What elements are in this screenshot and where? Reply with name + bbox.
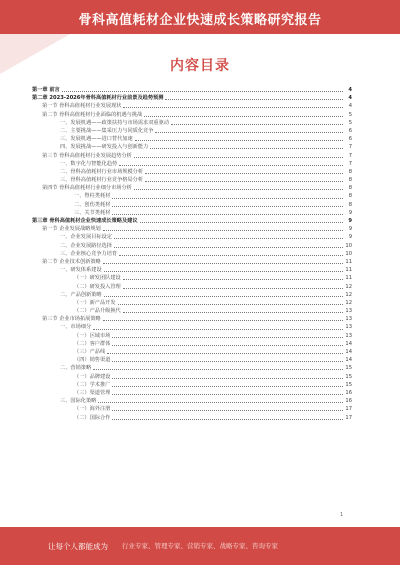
toc-entry[interactable] xyxy=(30,258,352,266)
toc-entry-text: 二、企业发展路径选择 xyxy=(60,242,112,249)
toc-leader-dots xyxy=(114,247,343,248)
toc-entry-text: 一、数字化与智能化趋势 xyxy=(60,160,118,167)
toc-entry[interactable] xyxy=(30,94,352,102)
toc-leader-dots xyxy=(140,222,343,223)
toc-entry-page: 12 xyxy=(345,291,352,298)
toc-entry[interactable] xyxy=(30,217,352,225)
toc-entry[interactable] xyxy=(30,168,352,176)
toc-leader-dots xyxy=(144,116,343,117)
toc-entry-page: 9 xyxy=(348,234,352,241)
toc-entry[interactable] xyxy=(30,233,352,241)
toc-entry-text: （一）区域市场 xyxy=(74,332,111,339)
toc-entry-text: （一）研发团队建设 xyxy=(74,275,121,282)
toc-entry-text: 三、国际化策略 xyxy=(60,398,97,405)
toc-entry-page: 8 xyxy=(348,201,352,208)
toc-entry-page: 10 xyxy=(345,242,352,249)
toc-entry[interactable] xyxy=(30,135,352,143)
toc-entry-page: 14 xyxy=(345,340,352,347)
toc-entry-text: 三、骨科高值耗材行业竞争格局分析 xyxy=(60,177,144,184)
toc-entry-page: 13 xyxy=(345,316,352,323)
toc-entry-page: 11 xyxy=(345,275,352,282)
toc-entry[interactable] xyxy=(30,86,352,94)
toc-entry[interactable] xyxy=(30,192,352,200)
toc-leader-dots xyxy=(112,337,343,338)
toc-entry-page: 9 xyxy=(348,218,352,224)
toc-leader-dots xyxy=(104,296,343,297)
toc-entry-page: 16 xyxy=(345,398,352,405)
toc-leader-dots xyxy=(112,386,343,387)
toc-entry[interactable] xyxy=(30,397,352,405)
toc-entry[interactable] xyxy=(30,307,352,315)
toc-entry-text: 第三节 企业市场拓展策略 xyxy=(42,316,101,323)
toc-entry-text: （三）渠道管理 xyxy=(74,389,111,396)
toc-entry-page: 15 xyxy=(345,373,352,380)
toc-entry-page: 13 xyxy=(345,332,352,339)
toc-entry-page: 4 xyxy=(348,103,352,110)
toc-entry-text: （三）产品线 xyxy=(74,349,106,355)
toc-entry-text: （四）销售渠道 xyxy=(74,357,111,364)
toc-entry[interactable] xyxy=(30,176,352,184)
toc-leader-dots xyxy=(165,99,343,100)
toc-entry-page: 12 xyxy=(345,299,352,306)
toc-entry-text: （一）品牌建设 xyxy=(74,373,111,380)
toc-entry-text: 一、市场细分 xyxy=(60,324,92,331)
toc-leader-dots xyxy=(119,255,343,256)
toc-leader-dots xyxy=(112,361,343,362)
toc-leader-dots xyxy=(123,279,343,280)
toc-leader-dots xyxy=(62,91,343,92)
toc-entry[interactable] xyxy=(30,250,352,258)
toc-entry-page: 13 xyxy=(345,308,352,315)
toc-leader-dots xyxy=(134,157,343,158)
footer-tagline: 行业专家、管理专家、营销专家、战略专家、咨询专家 xyxy=(122,542,278,550)
toc-entry-text: 第一章 前言 xyxy=(32,87,60,93)
page-number: 1 xyxy=(340,512,344,518)
toc-entry-page: 8 xyxy=(348,168,352,175)
toc-leader-dots xyxy=(112,345,343,346)
toc-entry[interactable] xyxy=(30,143,352,151)
toc-entry-text: 第三章 骨科高值耗材企业快速成长策略及建议 xyxy=(32,218,138,224)
toc-entry[interactable] xyxy=(30,283,352,291)
toc-entry-page: 4 xyxy=(348,95,352,102)
toc-leader-dots xyxy=(93,369,343,370)
toc-leader-dots xyxy=(112,419,343,420)
toc-entry-page: 6 xyxy=(348,136,352,143)
toc-entry-text: 第一节 企业发展战略规划 xyxy=(42,226,101,233)
toc-leader-dots xyxy=(119,165,343,166)
toc-leader-dots xyxy=(134,189,343,190)
toc-entry-page: 11 xyxy=(345,267,352,274)
toc-entry[interactable] xyxy=(30,127,352,135)
toc-entry-page: 8 xyxy=(348,177,352,184)
toc-entry-text: 二、创伤类耗材 xyxy=(74,201,111,208)
toc-entry-text: 一、发展机遇——政策扶持与市场需求双重驱动 xyxy=(60,119,169,126)
toc-entry-text: 三、发展机遇——进口替代加速 xyxy=(60,136,133,143)
toc-entry-page: 7 xyxy=(348,160,352,167)
toc-entry[interactable] xyxy=(30,364,352,372)
toc-entry-page: 13 xyxy=(345,324,352,331)
toc-entry[interactable] xyxy=(30,373,352,381)
toc-entry[interactable] xyxy=(30,291,352,299)
toc-entry-page: 9 xyxy=(348,226,352,233)
toc-leader-dots xyxy=(112,410,343,411)
toc-entry-page: 17 xyxy=(345,406,352,413)
toc-entry-text: 第三节 骨科高值耗材行业发展趋势分析 xyxy=(42,152,132,159)
toc-entry[interactable] xyxy=(30,332,352,340)
toc-entry-text: 一、企业发展目标设定 xyxy=(60,234,112,241)
toc-leader-dots xyxy=(107,353,343,354)
toc-entry-page: 12 xyxy=(345,283,352,290)
toc-entry[interactable] xyxy=(30,160,352,168)
toc-entry-page: 15 xyxy=(345,365,352,372)
toc-leader-dots xyxy=(93,329,343,330)
toc-entry-text: 第二章 2023-2026年骨科高值耗材行业前景及趋势预测 xyxy=(32,95,164,102)
toc-entry-page: 5 xyxy=(348,111,352,118)
toc-entry[interactable] xyxy=(30,102,352,110)
toc-entry-page: 4 xyxy=(348,87,352,93)
toc-leader-dots xyxy=(145,181,343,182)
toc-entry[interactable] xyxy=(30,381,352,389)
toc-entry-text: 一、脊柱类耗材 xyxy=(74,193,111,200)
toc-entry-page: 7 xyxy=(348,144,352,151)
toc-entry[interactable] xyxy=(30,323,352,331)
toc-entry-text: 一、研发体系建设 xyxy=(60,267,102,274)
toc-entry-page: 16 xyxy=(345,389,352,396)
toc-entry-text: （二）客户群体 xyxy=(74,340,111,347)
toc-entry-page: 15 xyxy=(345,381,352,388)
toc-leader-dots xyxy=(135,140,343,141)
toc-leader-dots xyxy=(112,378,343,379)
toc-entry-text: 第一节 骨科高值耗材行业发展现状 xyxy=(42,103,122,110)
toc-entry-page: 10 xyxy=(345,250,352,257)
toc-entry[interactable] xyxy=(30,209,352,217)
toc-entry-page: 14 xyxy=(345,357,352,364)
toc-entry-text: 第二节 企业技术创新策略 xyxy=(42,258,101,265)
toc-entry[interactable] xyxy=(30,389,352,397)
toc-entry-text: 第四节 骨科高值耗材行业细分市场分析 xyxy=(42,185,132,192)
toc-leader-dots xyxy=(112,198,343,199)
report-title: 骨科高值耗材企业快速成长策略研究报告 xyxy=(78,13,322,28)
toc-leader-dots xyxy=(171,124,343,125)
toc-entry[interactable] xyxy=(30,201,352,209)
toc-leader-dots xyxy=(103,263,343,264)
toc-entry-page: 6 xyxy=(348,127,352,134)
toc-entry[interactable] xyxy=(30,414,352,422)
toc-entry-text: （二）国际合作 xyxy=(74,414,111,421)
toc-leader-dots xyxy=(123,107,343,108)
toc-leader-dots xyxy=(103,320,343,321)
toc-leader-dots xyxy=(123,312,343,313)
toc-entry-text: 二、主要挑战——集采压力与同质化竞争 xyxy=(60,127,154,134)
toc-entry[interactable] xyxy=(30,315,352,323)
toc-entry-text: 二、营销策略 xyxy=(60,365,92,372)
toc-entry-text: 三、关节类耗材 xyxy=(74,209,111,216)
toc-entry-page: 9 xyxy=(348,209,352,216)
toc-leader-dots xyxy=(150,148,343,149)
toc-entry[interactable] xyxy=(30,356,352,364)
toc-entry-text: 二、骨科高值耗材行业市场规模分析 xyxy=(60,168,144,175)
toc-leader-dots xyxy=(155,132,343,133)
toc-entry-page: 8 xyxy=(348,185,352,192)
toc-entry-page: 11 xyxy=(345,258,352,265)
toc-entry-text: 二、产品创新策略 xyxy=(60,291,102,298)
toc-entry-page: 5 xyxy=(348,119,352,126)
toc-leader-dots xyxy=(112,214,343,215)
toc-entry-text: （一）新产品开发 xyxy=(74,299,116,306)
toc-leader-dots xyxy=(112,206,343,207)
toc-leader-dots xyxy=(118,304,343,305)
toc-entry[interactable] xyxy=(30,340,352,348)
toc-entry[interactable] xyxy=(30,299,352,307)
toc-heading: 内容目录 xyxy=(170,58,230,74)
toc-leader-dots xyxy=(103,230,343,231)
toc-entry-page: 8 xyxy=(348,193,352,200)
toc-entry-page: 7 xyxy=(348,152,352,159)
toc-entry-text: 第二节 骨科高值耗材行业面临的机遇与挑战 xyxy=(42,111,143,118)
toc-entry[interactable] xyxy=(30,266,352,274)
toc-entry-text: （二）产品升级换代 xyxy=(74,308,121,315)
toc-entry[interactable] xyxy=(30,274,352,282)
toc-entry-text: （一）海外注册 xyxy=(74,406,111,413)
toc-entry-text: （二）学术推广 xyxy=(74,381,111,388)
toc-leader-dots xyxy=(104,271,343,272)
toc-entry[interactable] xyxy=(30,184,352,192)
toc-entry[interactable] xyxy=(30,152,352,160)
toc-leader-dots xyxy=(98,402,343,403)
toc-entry[interactable] xyxy=(30,405,352,413)
toc-leader-dots xyxy=(123,288,343,289)
footer-lead: 让每个人都能成为 xyxy=(48,542,108,551)
toc-entry[interactable] xyxy=(30,225,352,233)
toc-leader-dots xyxy=(114,238,343,239)
toc-entry-page: 14 xyxy=(345,349,352,355)
toc-entry[interactable] xyxy=(30,348,352,356)
toc-entry-text: 四、发展挑战——研发投入与创新能力 xyxy=(60,144,149,151)
toc-entry-page: 17 xyxy=(345,414,352,421)
toc-entry[interactable] xyxy=(30,111,352,119)
toc-entry-text: （二）研发投入管理 xyxy=(74,283,121,290)
toc-leader-dots xyxy=(112,394,343,395)
toc-leader-dots xyxy=(145,173,343,174)
toc-entry-text: 三、企业核心竞争力培育 xyxy=(60,250,118,257)
toc-entry[interactable] xyxy=(30,242,352,250)
table-of-contents xyxy=(30,86,352,422)
toc-entry[interactable] xyxy=(30,119,352,127)
